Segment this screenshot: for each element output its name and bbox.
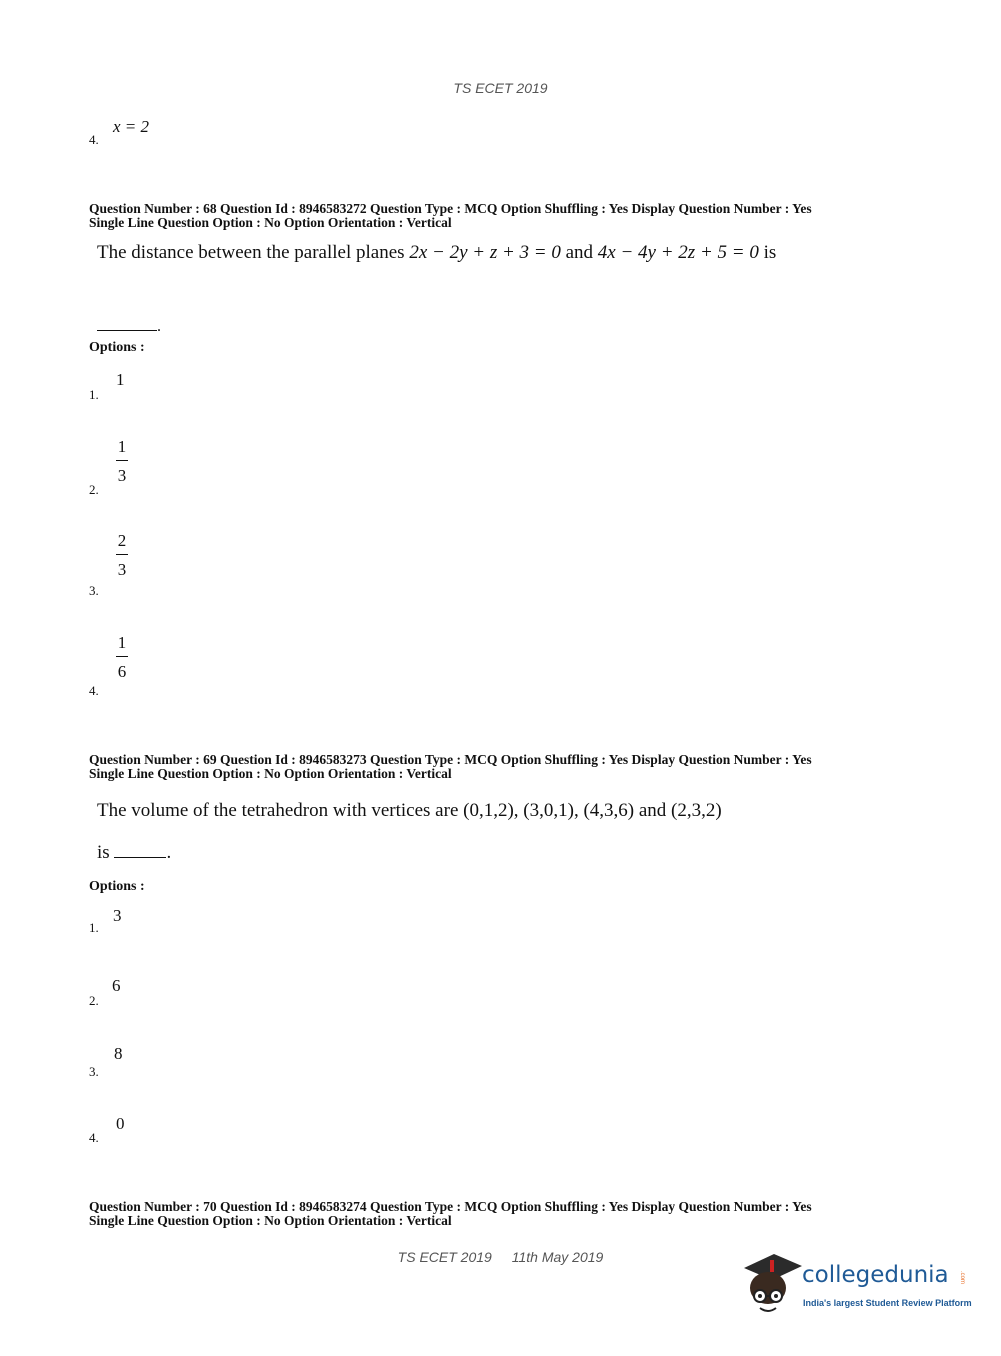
option-number: 3. (89, 583, 99, 598)
fraction-numerator: 1 (117, 633, 127, 652)
logo-name: collegedunia (802, 1262, 949, 1288)
option-value: x = 2 (113, 117, 150, 136)
logo-tagline: India's largest Student Review Platform (803, 1298, 972, 1308)
option-fraction (116, 531, 128, 580)
fraction-bar (116, 554, 128, 555)
question-text-part: and (565, 242, 594, 263)
fraction-denominator: 3 (117, 560, 127, 579)
question-text-part: is (97, 842, 110, 863)
equation: 2x − 2y + z + 3 = 0 (409, 242, 561, 263)
option-value: 8 (114, 1044, 123, 1063)
option-number: 4. (89, 132, 99, 147)
answer-blank: . (97, 318, 161, 336)
question-text-part: is (763, 242, 777, 263)
fraction-numerator: 1 (117, 437, 127, 456)
option-fraction (116, 437, 128, 486)
option-value: 3 (113, 906, 122, 925)
question-meta: Question Number : 69 Question Id : 8946583273 Question Type : MCQ Option Shuffling : Yes Display Question Number : Yes (89, 752, 812, 767)
mascot-icon (742, 1250, 804, 1320)
question-meta: Single Line Question Option : No Option Orientation : Vertical (89, 215, 452, 230)
answer-blank (114, 856, 166, 858)
options-label: Options : (89, 340, 145, 355)
fraction-bar (116, 656, 128, 657)
option-number: 2. (89, 482, 99, 497)
options-label: Options : (89, 879, 145, 894)
vertex: (2,3,2) (671, 800, 722, 821)
vertex: (3,0,1) (523, 800, 574, 821)
option-value: 1 (116, 370, 125, 389)
fraction-bar (116, 460, 128, 461)
option-number: 4. (89, 683, 99, 698)
fraction-denominator: 3 (117, 466, 127, 485)
question-text-part: The volume of the tetrahedron with vertices are (97, 800, 459, 821)
option-fraction (116, 633, 128, 682)
question-meta: Question Number : 70 Question Id : 8946583274 Question Type : MCQ Option Shuffling : Yes Display Question Number : Yes (89, 1199, 812, 1214)
question-text-part: The distance between the parallel planes (97, 242, 405, 263)
option-value: 6 (112, 976, 121, 995)
fraction-numerator: 2 (117, 531, 127, 550)
logo-suffix: .com (959, 1271, 965, 1285)
option-value: 0 (116, 1114, 125, 1133)
option-number: 4. (89, 1130, 99, 1145)
option-number: 2. (89, 993, 99, 1008)
vertex: (4,3,6) (583, 800, 635, 821)
question-text: The volume of the tetrahedron with vertices are (0,1,2), (3,0,1), (4,3,6) and (2,3,2) (97, 800, 722, 821)
question-meta: Single Line Question Option : No Option Orientation : Vertical (89, 1213, 452, 1228)
option-number: 3. (89, 1064, 99, 1079)
question-text-part: and (638, 800, 667, 821)
question-meta: Question Number : 68 Question Id : 8946583272 Question Type : MCQ Option Shuffling : Yes Display Question Number : Yes (89, 201, 812, 216)
option-number: 1. (89, 387, 99, 402)
page-header: TS ECET 2019 (453, 80, 548, 96)
footer-exam: TS ECET 2019 (397, 1249, 492, 1265)
equation: 4x − 4y + 2z + 5 = 0 (597, 242, 759, 263)
question-text (97, 242, 776, 264)
vertex: (0,1,2) (463, 800, 514, 821)
question-text-continued: is . (97, 842, 172, 863)
option-number: 1. (89, 920, 99, 935)
question-meta: Single Line Question Option : No Option Orientation : Vertical (89, 766, 452, 781)
fraction-denominator: 6 (117, 662, 127, 681)
footer-date: 11th May 2019 (511, 1249, 604, 1265)
